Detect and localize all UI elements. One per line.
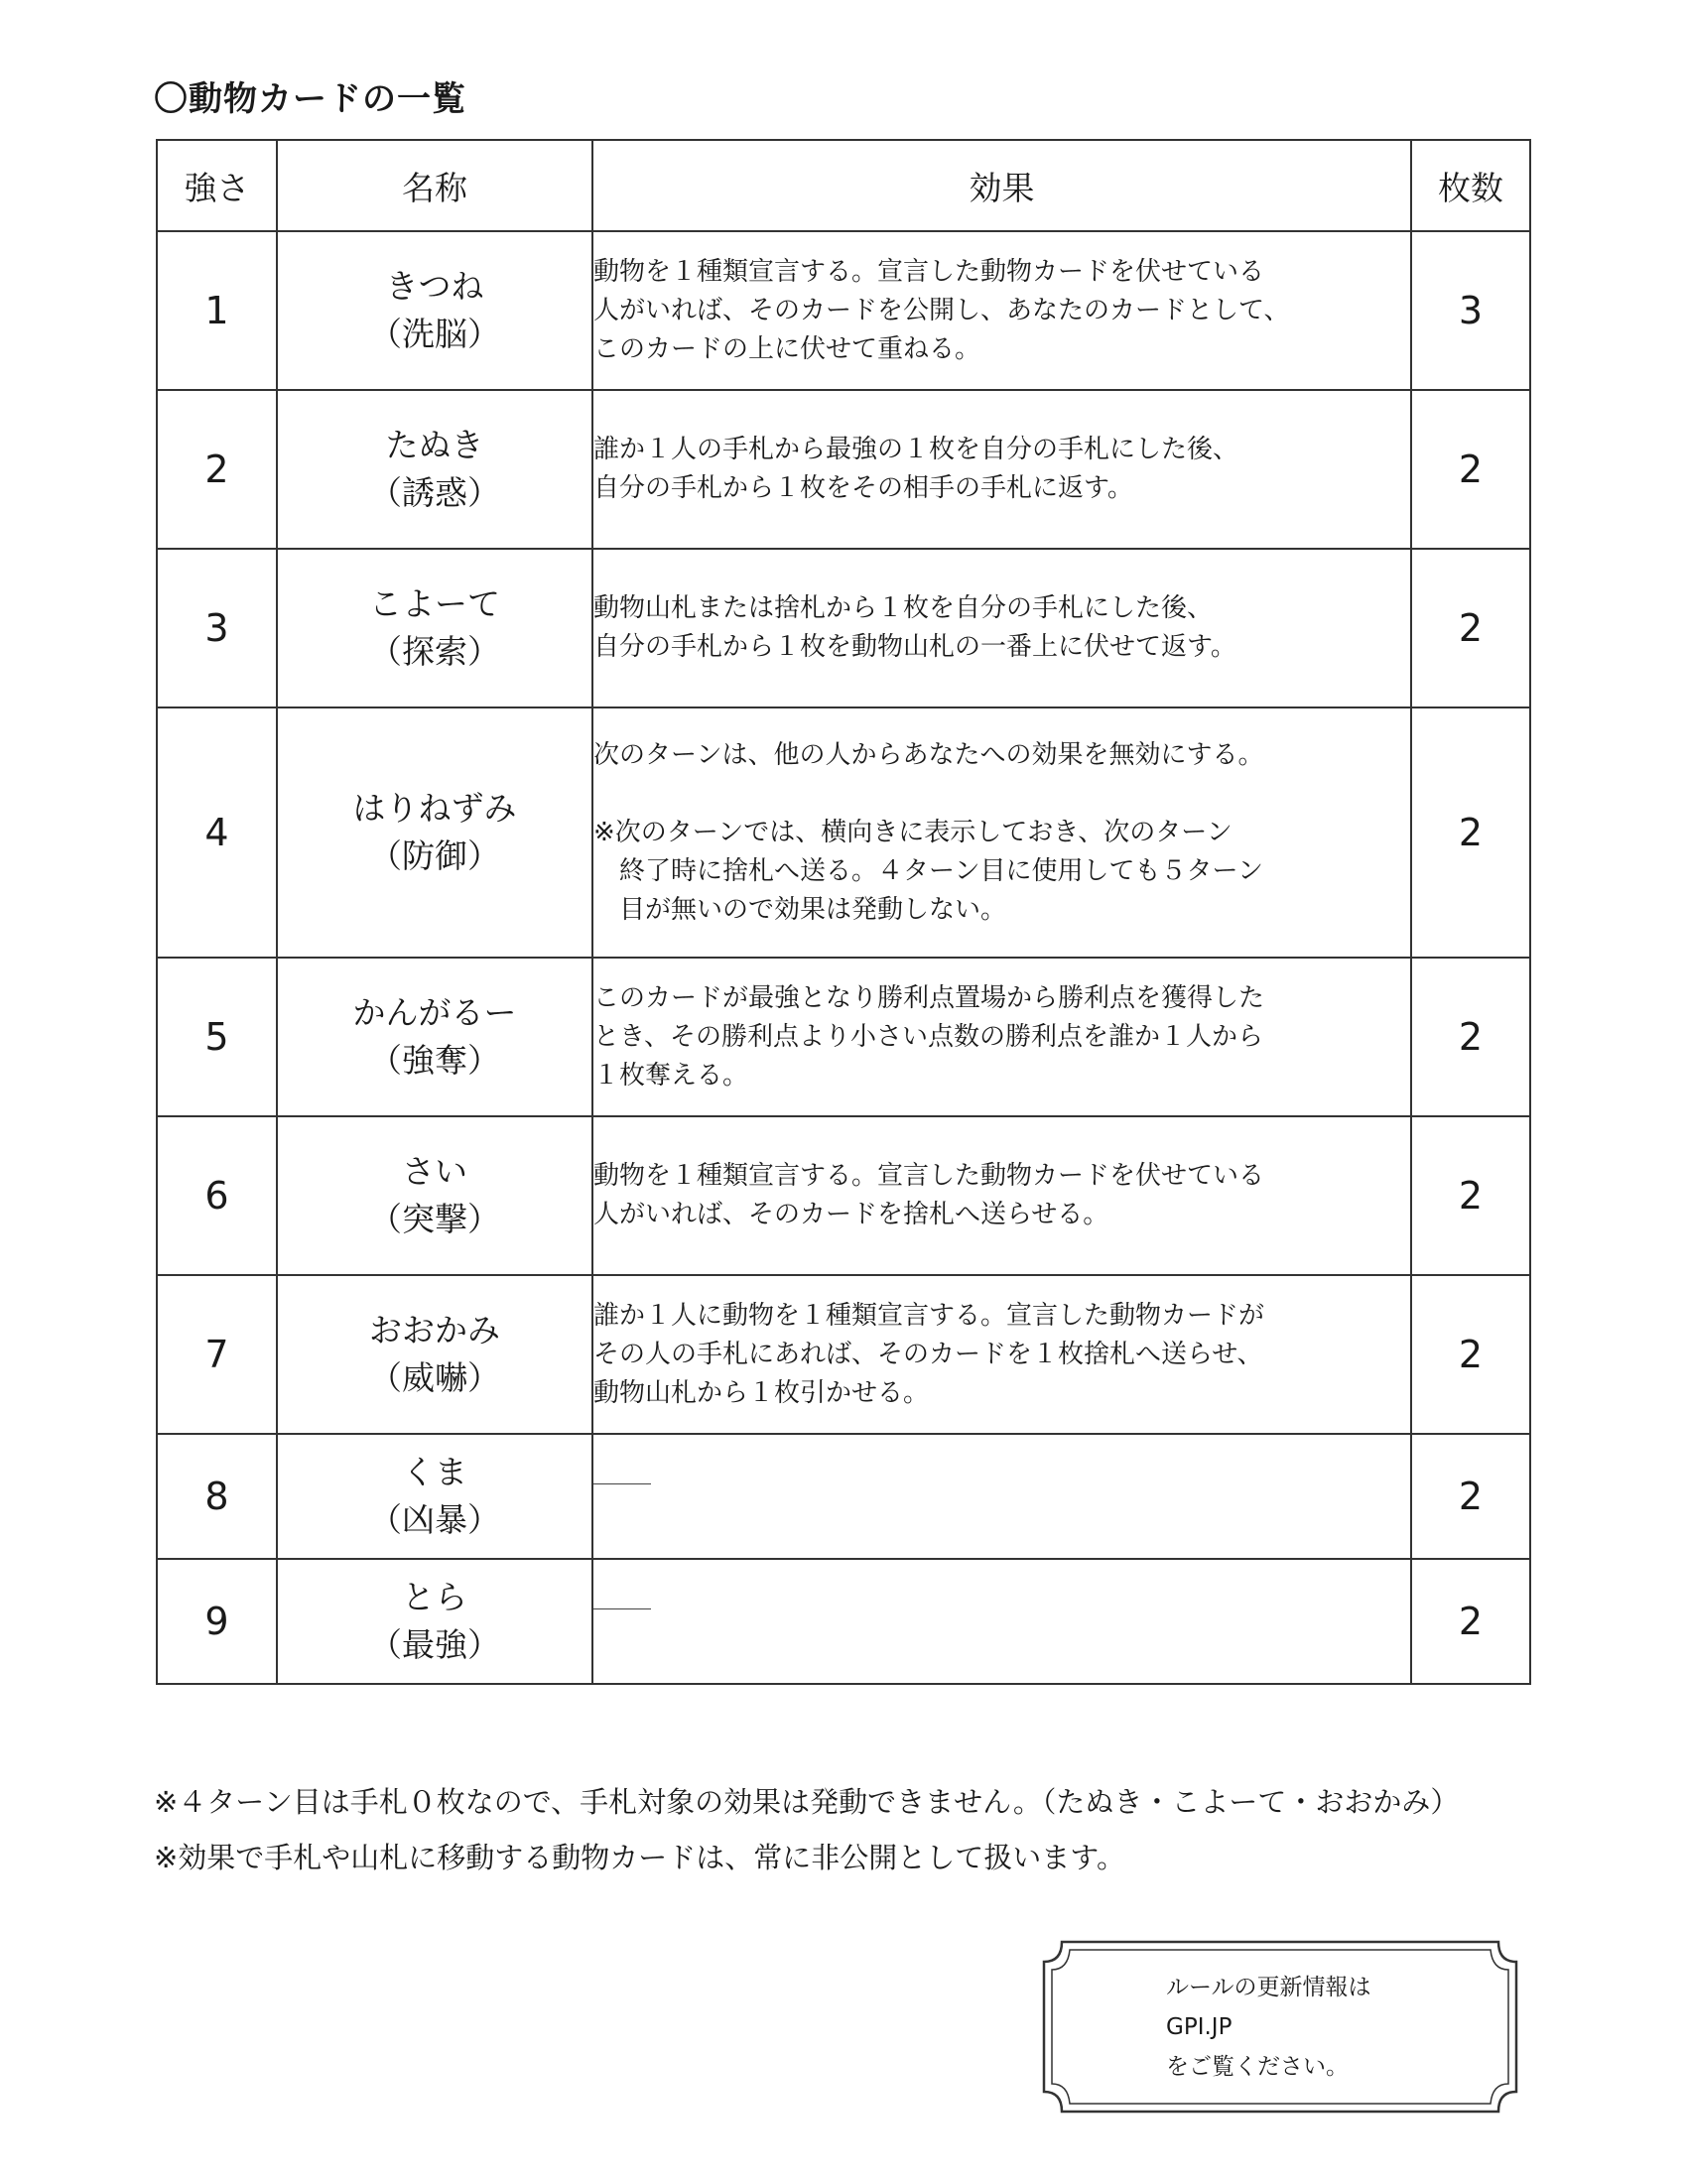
table-row <box>157 958 1530 1116</box>
card-alias: （防御） <box>369 836 500 875</box>
card-count: 2 <box>1411 390 1530 549</box>
card-effect: 次のターンは、他の人からあなたへの効果を無効にする。 ※次のターンでは、横向きに表示しておき、次のターン 終了時に捨札へ送る。４ターン目に使用しても５ターン 目が無いので効果は発動しない。 <box>592 707 1411 958</box>
card-count: 2 <box>1411 1116 1530 1275</box>
table-row <box>157 1434 1530 1559</box>
card-alias: （探索） <box>369 632 500 671</box>
table-row <box>157 1275 1530 1434</box>
card-name: かんがるー <box>352 993 517 1032</box>
card-name: きつね <box>385 267 484 306</box>
card-name-cell <box>277 1116 592 1275</box>
header-effect: 効果 <box>592 140 1411 231</box>
card-effect: 動物を１種類宣言する。宣言した動物カードを伏せている 人がいれば、そのカードを公開し、あなたのカードとして、 このカードの上に伏せて重ねる。 <box>592 231 1411 390</box>
card-name-cell <box>277 390 592 549</box>
card-alias: （威嚇） <box>369 1358 500 1397</box>
table-row <box>157 1116 1530 1275</box>
card-name-cell <box>277 707 592 958</box>
badge-line: をご覧ください。 <box>1166 2054 1349 2080</box>
card-count: 3 <box>1411 231 1530 390</box>
card-effect: このカードが最強となり勝利点置場から勝利点を獲得した とき、その勝利点より小さい点数の勝利点を誰か１人から １枚奪える。 <box>592 958 1411 1116</box>
card-effect: 誰か１人に動物を１種類宣言する。宣言した動物カードが その人の手札にあれば、そのカードを１枚捨札へ送らせ、 動物山札から１枚引かせる。 <box>592 1275 1411 1434</box>
card-strength: 5 <box>157 958 277 1116</box>
card-name-cell <box>277 231 592 390</box>
card-name: はりねずみ <box>352 789 517 828</box>
card-alias: （強奪） <box>369 1041 500 1080</box>
card-strength: 8 <box>157 1434 277 1559</box>
table-row <box>157 390 1530 549</box>
card-alias: （洗脳） <box>369 315 500 353</box>
card-strength: 2 <box>157 390 277 549</box>
table-row <box>157 549 1530 707</box>
card-name-cell <box>277 958 592 1116</box>
table-row <box>157 231 1530 390</box>
page-title: 〇動物カードの一覧 <box>154 79 466 119</box>
card-alias: （突撃） <box>369 1200 500 1238</box>
card-strength: 1 <box>157 231 277 390</box>
rules-update-badge <box>1042 1940 1518 2114</box>
card-effect: 動物山札または捨札から１枚を自分の手札にした後、 自分の手札から１枚を動物山札の一番上に伏せて返す。 <box>592 549 1411 707</box>
card-name-cell <box>277 1275 592 1434</box>
table-row <box>157 707 1530 958</box>
card-effect: 誰か１人の手札から最強の１枚を自分の手札にした後、 自分の手札から１枚をその相手の手札に返す。 <box>592 390 1411 549</box>
header-count: 枚数 <box>1411 140 1530 231</box>
card-name: くま <box>402 1453 467 1491</box>
footnotes <box>154 1774 1459 1885</box>
card-count: 2 <box>1411 707 1530 958</box>
footnote: ※４ターン目は手札０枚なので、手札対象の効果は発動できません。（たぬき・こよーて・おおかみ） <box>154 1785 1460 1819</box>
card-strength: 9 <box>157 1559 277 1684</box>
card-name: とら <box>402 1578 467 1616</box>
card-count: 2 <box>1411 1434 1530 1559</box>
card-name-cell <box>277 549 592 707</box>
footnote: ※効果で手札や山札に移動する動物カードは、常に非公開として扱います。 <box>154 1841 1125 1874</box>
no-effect-dash <box>593 1483 651 1484</box>
card-name: さい <box>402 1152 467 1191</box>
card-effect <box>592 1559 1411 1684</box>
card-name: こよーて <box>369 584 500 623</box>
header-name: 名称 <box>277 140 592 231</box>
card-alias: （最強） <box>369 1625 500 1664</box>
card-count: 2 <box>1411 958 1530 1116</box>
badge-line: ルールの更新情報は <box>1166 1975 1371 2000</box>
card-name: おおかみ <box>369 1311 500 1349</box>
card-name: たぬき <box>385 426 484 464</box>
animal-card-table <box>156 139 1531 1685</box>
card-strength: 3 <box>157 549 277 707</box>
card-count: 2 <box>1411 1275 1530 1434</box>
badge-link-text: GPI.JP <box>1166 2014 1233 2040</box>
card-alias: （凶暴） <box>369 1500 500 1539</box>
no-effect-dash <box>593 1608 651 1609</box>
badge-text <box>1166 1968 1371 2087</box>
card-effect: 動物を１種類宣言する。宣言した動物カードを伏せている 人がいれば、そのカードを捨札へ送らせる。 <box>592 1116 1411 1275</box>
card-count: 2 <box>1411 549 1530 707</box>
card-effect <box>592 1434 1411 1559</box>
card-strength: 4 <box>157 707 277 958</box>
card-strength: 7 <box>157 1275 277 1434</box>
card-strength: 6 <box>157 1116 277 1275</box>
table-header-row <box>157 140 1530 231</box>
card-count: 2 <box>1411 1559 1530 1684</box>
header-strength: 強さ <box>157 140 277 231</box>
card-name-cell <box>277 1559 592 1684</box>
table-row <box>157 1559 1530 1684</box>
card-name-cell <box>277 1434 592 1559</box>
card-alias: （誘惑） <box>369 473 500 512</box>
